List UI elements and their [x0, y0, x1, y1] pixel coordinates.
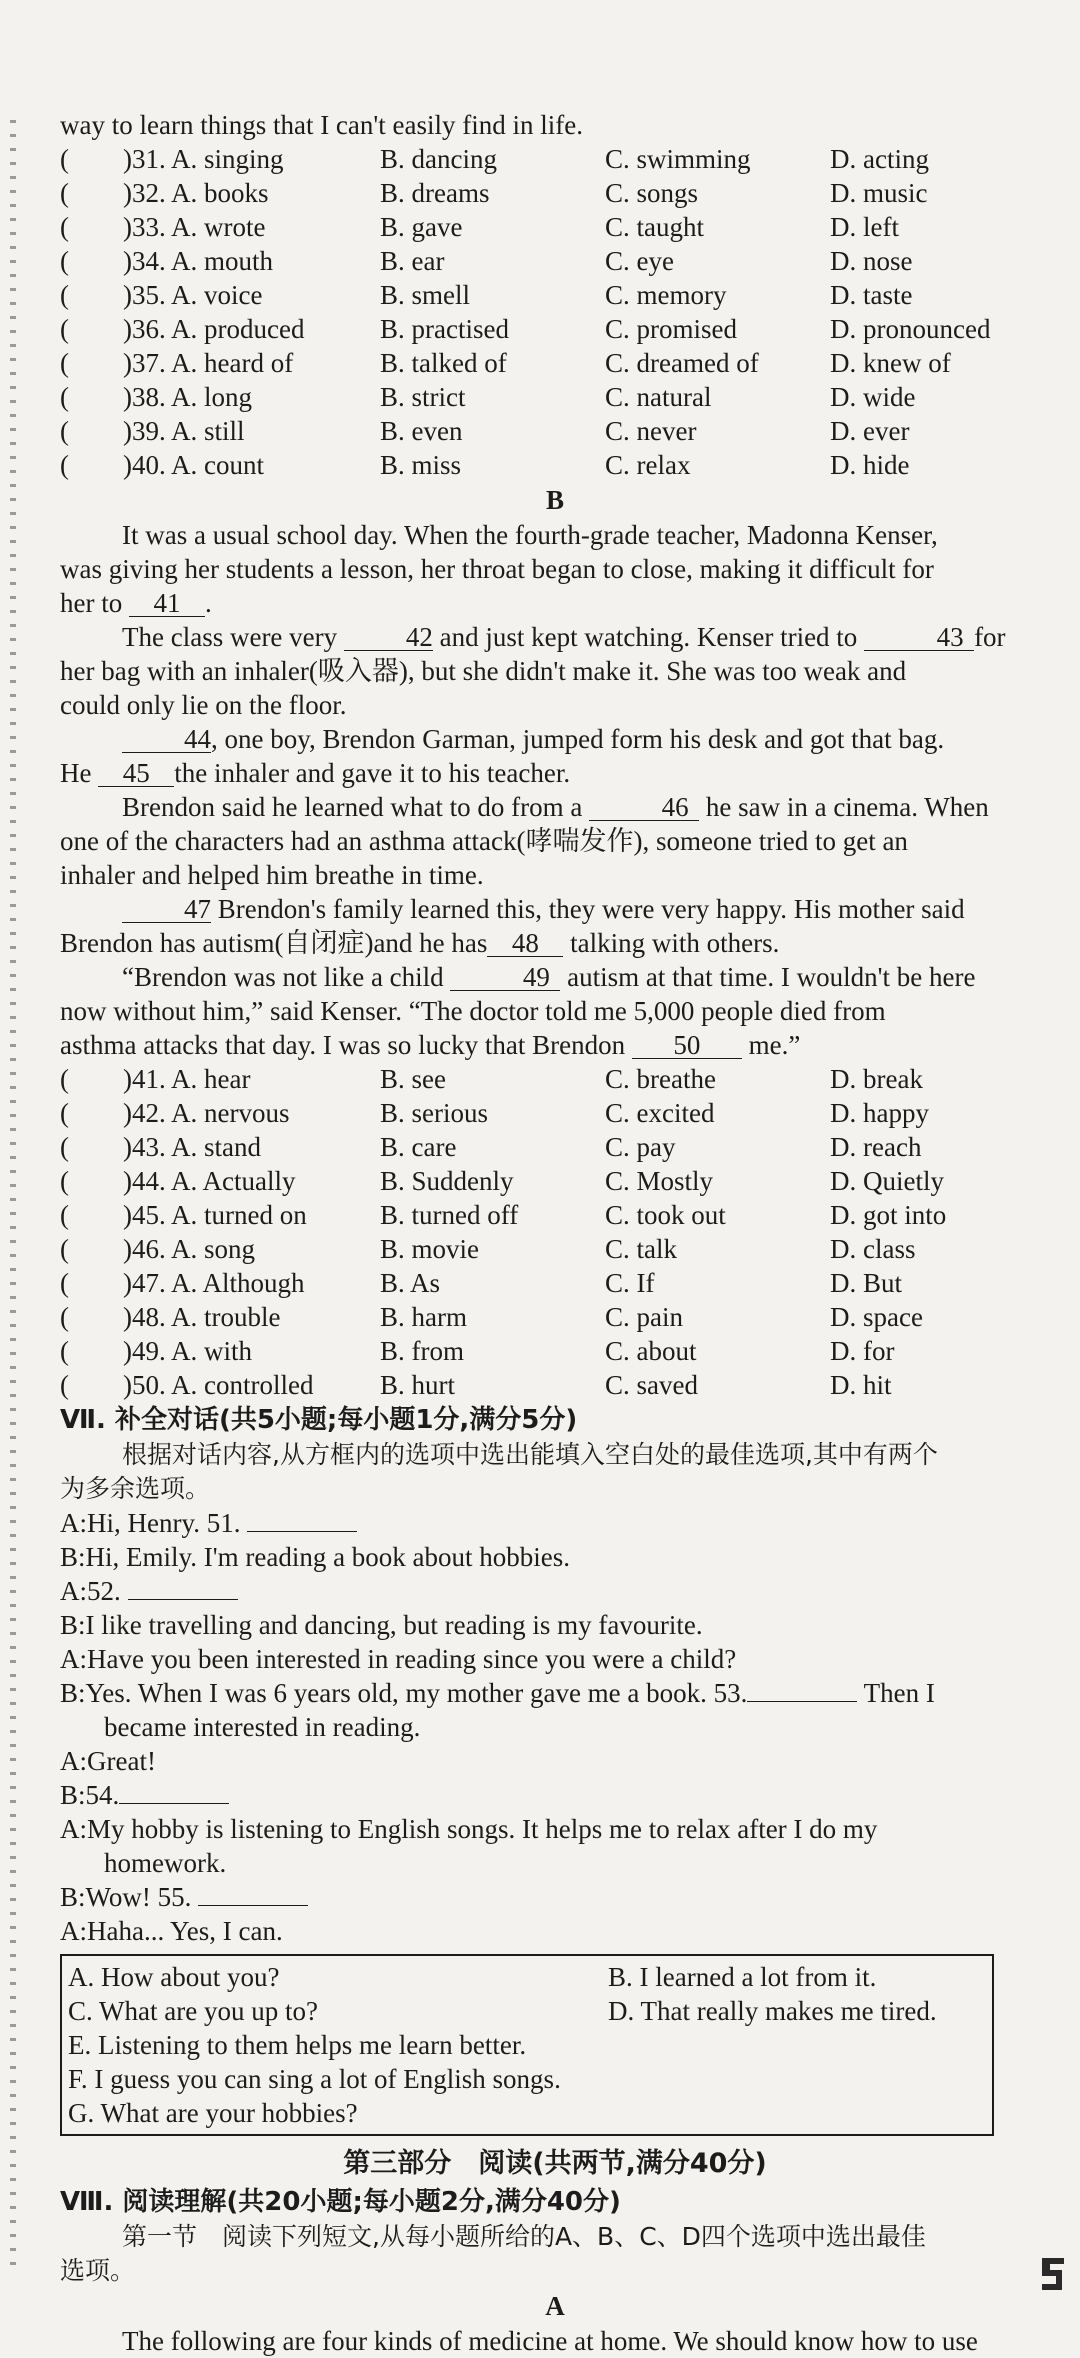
passage-line: was giving her students a lesson, her throat began to close, making it difficult for: [60, 554, 934, 584]
question-39: ( )39. A. still B. even C. never D. ever: [60, 416, 910, 446]
section-8-instruction: 第一节 阅读下列短文,从每小题所给的A、B、C、D四个选项中选出最佳: [122, 2222, 926, 2251]
blank-45: 45: [98, 760, 174, 787]
question-32: ( )32. A. books B. dreams C. songs D. music: [60, 178, 928, 208]
passage-line: inhaler and helped him breathe in time.: [60, 860, 484, 890]
question-38: ( )38. A. long B. strict C. natural D. wide: [60, 382, 916, 412]
blank-42: 42: [344, 624, 433, 651]
section-7-heading: Ⅶ. 补全对话(共5小题;每小题1分,满分5分): [60, 1405, 578, 1435]
question-45: ( )45. A. turned on B. turned off C. took out D. got into: [60, 1200, 947, 1230]
passage-b: [60, 518, 1050, 1062]
section-7-instruction: 为多余选项。: [60, 1474, 211, 1503]
passage-line: The class were very 42 and just kept watching. Kenser tried to 43 for: [122, 622, 1006, 652]
option-b: B. I learned a lot from it.: [608, 1962, 877, 1992]
blank-46: 46: [589, 794, 699, 821]
dialogue-line: became interested in reading.: [104, 1712, 421, 1742]
option-d: D. That really makes me tired.: [608, 1996, 937, 2026]
dialogue-line: B:Wow! 55.: [60, 1880, 1050, 1914]
passage-line: Brendon said he learned what to do from a 46 he saw in a cinema. When: [122, 792, 989, 822]
question-46: ( )46. A. song B. movie C. talk D. class: [60, 1234, 916, 1264]
dialogue-line: A:Great!: [60, 1746, 156, 1776]
part-3-title: 第三部分 阅读(共两节,满分40分): [343, 2148, 767, 2179]
section-7-instruction: 根据对话内容,从方框内的选项中选出能填入空白处的最佳选项,其中有两个: [122, 1440, 938, 1469]
question-50: ( )50. A. controlled B. hurt C. saved D. hit: [60, 1370, 892, 1400]
question-40: ( )40. A. count B. miss C. relax D. hide: [60, 450, 910, 480]
passage-line: “Brendon was not like a child 49 autism at that time. I wouldn't be here: [122, 962, 976, 992]
blank-50: 50: [632, 1032, 742, 1059]
blank-47: 47: [122, 896, 211, 923]
passage-line: The following are four kinds of medicine at home. We should know how to use: [122, 2326, 978, 2356]
cloze-b-options: [60, 1062, 1050, 1402]
passage-a-letter: A: [545, 2291, 565, 2321]
passage-line: 44, one boy, Brendon Garman, jumped form his desk and got that bag.: [60, 722, 1050, 756]
page-corner-mark-icon: [1038, 2254, 1068, 2294]
margin-dashed-line: [10, 120, 16, 2270]
option-a: A. How about you?: [68, 1962, 280, 1992]
question-31: ( )31. A. singing B. dancing C. swimming D. acting: [60, 144, 929, 174]
question-44: ( )44. A. Actually B. Suddenly C. Mostly D. Quietly: [60, 1166, 944, 1196]
dialogue-line: B:I like travelling and dancing, but reading is my favourite.: [60, 1610, 703, 1640]
option-e: E. Listening to them helps me learn better.: [68, 2030, 527, 2060]
option-c: C. What are you up to?: [68, 1996, 318, 2026]
passage-line: one of the characters had an asthma attack(哮喘发作), someone tried to get an: [60, 826, 908, 856]
option-g: G. What are your hobbies?: [68, 2098, 358, 2128]
blank-55: [198, 1905, 308, 1906]
question-42: ( )42. A. nervous B. serious C. excited D. happy: [60, 1098, 929, 1128]
option-f: F. I guess you can sing a lot of English songs.: [68, 2064, 561, 2094]
dialogue-line: A:52.: [60, 1574, 1050, 1608]
passage-line: asthma attacks that day. I was so lucky that Brendon 50 me.”: [60, 1030, 801, 1060]
blank-53: [747, 1701, 857, 1702]
question-33: ( )33. A. wrote B. gave C. taught D. left: [60, 212, 899, 242]
passage-b-letter: B: [545, 485, 564, 515]
dialogue-options-box: [60, 1954, 994, 2136]
passage-line: her to 41 .: [60, 588, 212, 618]
passage-line: Brendon has autism(自闭症)and he has 48 talking with others.: [60, 928, 780, 958]
dialogue-line: A:Hi, Henry. 51.: [60, 1506, 1050, 1540]
cloze-a-options: [60, 142, 1050, 482]
passage-line: 47 Brendon's family learned this, they were very happy. His mother said: [60, 892, 1050, 926]
blank-44: 44: [122, 726, 211, 753]
passage-line: her bag with an inhaler(吸入器), but she didn't make it. She was too weak and: [60, 656, 907, 686]
question-48: ( )48. A. trouble B. harm C. pain D. space: [60, 1302, 923, 1332]
question-49: ( )49. A. with B. from C. about D. for: [60, 1336, 895, 1366]
question-35: ( )35. A. voice B. smell C. memory D. taste: [60, 280, 913, 310]
dialogue-line: A:My hobby is listening to English songs. It helps me to relax after I do my: [60, 1814, 878, 1844]
dialogue-line: B:Yes. When I was 6 years old, my mother gave me a book. 53. Then I: [60, 1678, 935, 1708]
question-41: ( )41. A. hear B. see C. breathe D. break: [60, 1064, 923, 1094]
passage-line: now without him,” said Kenser. “The doctor told me 5,000 people died from: [60, 996, 886, 1026]
page-content: [60, 108, 1050, 2358]
question-43: ( )43. A. stand B. care C. pay D. reach: [60, 1132, 922, 1162]
blank-52: [128, 1599, 238, 1600]
blank-49: 49: [450, 964, 560, 991]
dialogue-line: A:Haha... Yes, I can.: [60, 1916, 283, 1946]
dialogue-line: B:Hi, Emily. I'm reading a book about hobbies.: [60, 1542, 571, 1572]
dialogue: [60, 1506, 1050, 1948]
dialogue-line: B:54.: [60, 1778, 1050, 1812]
question-47: ( )47. A. Although B. As C. If D. But: [60, 1268, 903, 1298]
blank-51: [247, 1531, 357, 1532]
question-36: ( )36. A. produced B. practised C. promised D. pronounced: [60, 314, 991, 344]
section-8-heading: Ⅷ. 阅读理解(共20小题;每小题2分,满分40分): [60, 2187, 621, 2217]
section-8-instruction: 选项。: [60, 2256, 136, 2285]
blank-43: 43: [864, 624, 974, 651]
blank-54: [119, 1803, 229, 1804]
dialogue-line: A:Have you been interested in reading since you were a child?: [60, 1644, 737, 1674]
blank-41: 41: [129, 590, 205, 617]
passage-line: He 45 the inhaler and gave it to his teacher.: [60, 758, 571, 788]
passage-line: It was a usual school day. When the fourth-grade teacher, Madonna Kenser,: [122, 520, 938, 550]
intro-line: way to learn things that I can't easily find in life.: [60, 110, 583, 140]
question-37: ( )37. A. heard of B. talked of C. dreamed of D. knew of: [60, 348, 951, 378]
blank-48: 48: [487, 930, 563, 957]
dialogue-line: homework.: [104, 1848, 227, 1878]
passage-line: could only lie on the floor.: [60, 690, 347, 720]
question-34: ( )34. A. mouth B. ear C. eye D. nose: [60, 246, 913, 276]
